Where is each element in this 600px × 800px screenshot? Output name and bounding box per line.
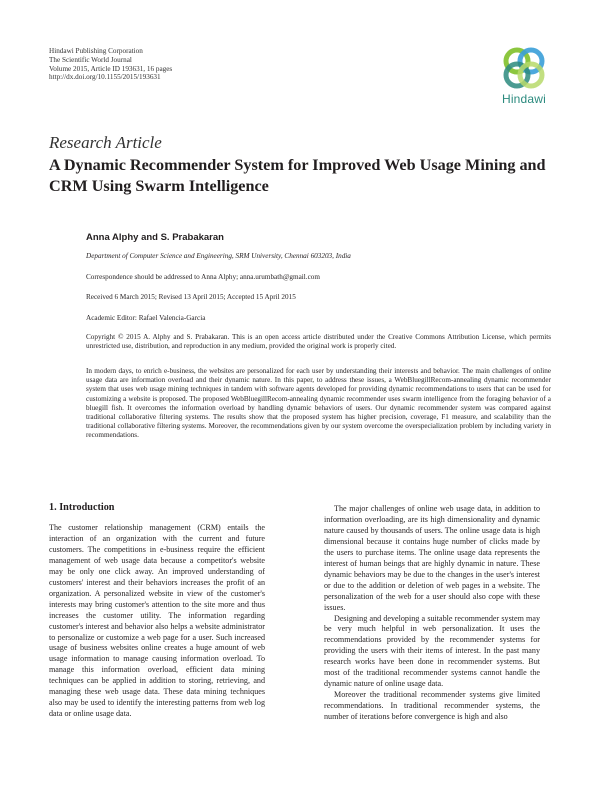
hindawi-logo-text: Hindawi — [501, 92, 547, 106]
publisher-name: Hindawi Publishing Corporation — [49, 47, 143, 55]
body-column-left — [49, 502, 265, 720]
hindawi-rings-icon — [496, 44, 552, 92]
paragraph: The customer relationship management (CRM) entails the interaction of an organization with the current and future customers. The competitions in e-business require the efficient management of web usage data because a competitor's website may be only one click away. An improved understanding of customers' interest and their behaviors increases the profit of an organization. A personalized website in view of the customer's interests may bring customer's attention to the site more and thus increases the customer utility. The information regarding customer's interest and behavior also helps a website administrator to personalize or customize a web page for a user. Such increased usage of business websites online creates a huge amount of web usage information to manage causing information overload. To manage this information overload, efficient data mining techniques can be applied in addition to storing, retrieving, and managing these web usage data. These data mining techniques also may be used to identify the interesting patterns from web log data or online usage data. — [49, 523, 265, 719]
article-title: A Dynamic Recommender System for Improved Web Usage Mining and CRM Using Swarm Intelligence — [49, 156, 546, 195]
body-column-right — [324, 504, 540, 723]
abstract: In modern days, to enrich e-business, the websites are personalized for each user by understanding their interests and behavior. The main challenges of online usage data are information overload and their dynamic nature. In this paper, to address these issues, a WebBluegillRecom-annealing dynamic recommender system that uses web usage mining techniques in tandem with software agents developed for providing dynamic recommendations to users that can be used for customizing a website is proposed. The proposed WebBluegillRecom-annealing dynamic recommender uses swarm intelligence from the foraging behavior of a bluegill fish. It overcomes the information overload by handling dynamic behaviors of users. Our dynamic recommender system was compared against traditional collaborative filtering systems. The results show that the proposed system has higher precision, coverage, F1 measure, and scalability than the traditional collaborative filtering systems. Moreover, the recommendations given by our system overcome the overspecialization problem by including variety in recommendations. — [86, 367, 551, 440]
paragraph: The major challenges of online web usage data, in addition to information overloading, are its high dimensionality and dynamic nature caused by thousands of users. The online usage data is high dimensional because it contains huge number of clicks made by the users to purchase items. The online usage data represents the interest of human beings that are highly dynamic in nature. These dynamic behaviors may be due to the changes in the user's interest or due to the addition or deletion of web pages in a website. The personalization of the web for a user should also cope with these issues. — [324, 504, 540, 612]
journal-header — [49, 47, 172, 82]
doi-link[interactable]: http://dx.doi.org/10.1155/2015/193631 — [49, 73, 161, 82]
article-dates: Received 6 March 2015; Revised 13 April 2015; Accepted 15 April 2015 — [86, 293, 296, 301]
copyright-notice: Copyright © 2015 A. Alphy and S. Prabakaran. This is an open access article distributed under the Creative Commons Attribution License, which permits unrestricted use, distribution, and reproduction in any medium, provided the original work is properly cited. — [86, 333, 551, 351]
hindawi-logo — [496, 44, 552, 108]
journal-name: The Scientific World Journal — [49, 55, 132, 64]
article-type: Research Article — [49, 133, 162, 152]
paragraph: Designing and developing a suitable recommender system may be very much helpful in web personalization. It uses the recommendations provided by the recommender systems for providing the users with their items of interest. In the past many research works have been done in recommender systems. But most of the traditional recommender systems cannot handle the dynamic nature of online usage data. — [324, 613, 540, 689]
author-list: Anna Alphy and S. Prabakaran — [86, 232, 224, 243]
academic-editor: Academic Editor: Rafael Valencia-Garcia — [86, 314, 206, 322]
paragraph: Moreover the traditional recommender systems give limited recommendations. In traditional recommender systems, the number of iterations before convergence is high and also — [324, 690, 540, 722]
section-heading: 1. Introduction — [49, 502, 115, 513]
correspondence: Correspondence should be addressed to Anna Alphy; anna.urumbath@gmail.com — [86, 273, 320, 281]
affiliation: Department of Computer Science and Engineering, SRM University, Chennai 603203, India — [86, 252, 351, 260]
volume-info: Volume 2015, Article ID 193631, 16 pages — [49, 64, 173, 73]
